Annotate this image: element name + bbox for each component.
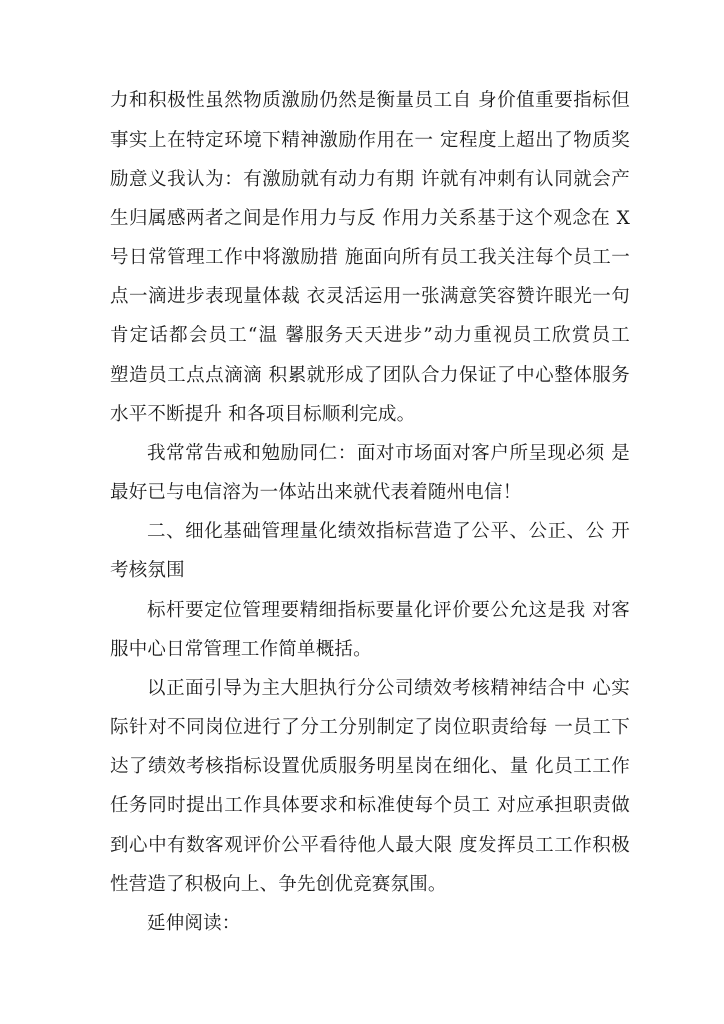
text-line: 水平不断提升 和各项目标顺利完成。 bbox=[110, 404, 416, 425]
text-line: 事实上在特定环境下精神激励作用在一 定程度上超出了物质奖 bbox=[110, 130, 630, 151]
section-heading: 考核氛围 bbox=[110, 560, 185, 581]
text-line: 生归属感两者之间是作用力与反 作用力关系基于这个观念在 X bbox=[110, 208, 630, 229]
text-line: 励意义我认为：有激励就有动力有期 许就有冲刺有认同就会产 bbox=[110, 169, 630, 190]
text-line: 力和积极性虽然物质激励仍然是衡量员工自 身价值重要指标但 bbox=[110, 90, 630, 111]
text-line: 任务同时提出工作具体要求和标准使每个员工 对应承担职责做 bbox=[110, 795, 630, 816]
text-line: 以正面引导为主大胆执行分公司绩效考核精神结合中 心实 bbox=[147, 678, 630, 699]
text-line: 际针对不同岗位进行了分工分别制定了岗位职责给每 一员工下 bbox=[110, 717, 630, 738]
text-line: 到心中有数客观评价公平看待他人最大限 度发挥员工工作积极 bbox=[110, 835, 630, 856]
text-line: 最好已与电信溶为一体站出来就代表着随州电信！ bbox=[110, 482, 522, 503]
text-line: 性营造了积极向上、争先创优竞赛氛围。 bbox=[110, 874, 447, 895]
text-line: 标杆要定位管理要精细指标要量化评价要公允这是我 对客 bbox=[147, 600, 630, 621]
section-heading: 二、细化基础管理量化绩效指标营造了公平、公正、公 开 bbox=[147, 521, 630, 542]
text-line: 达了绩效考核指标设置优质服务明星岗在细化、量 化员工工作 bbox=[110, 756, 630, 777]
text-line: 点一滴进步表现量体裁 衣灵活运用一张满意笑容赞许眼光一句 bbox=[110, 286, 630, 307]
text-line: 塑造员工点点滴滴 积累就形成了团队合力保证了中心整体服务 bbox=[110, 365, 630, 386]
text-line: 服中心日常管理工作简单概括。 bbox=[110, 639, 372, 660]
extended-reading-label: 延伸阅读： bbox=[147, 913, 241, 934]
text-line: 我常常告戒和勉励同仁：面对市场面对客户所呈现必须 是 bbox=[147, 443, 630, 464]
text-line: 号日常管理工作中将激励措 施面向所有员工我关注每个员工一 bbox=[110, 247, 630, 268]
text-line: 肯定话都会员工“温 馨服务天天进步”动力重视员工欣赏员工 bbox=[110, 325, 630, 346]
